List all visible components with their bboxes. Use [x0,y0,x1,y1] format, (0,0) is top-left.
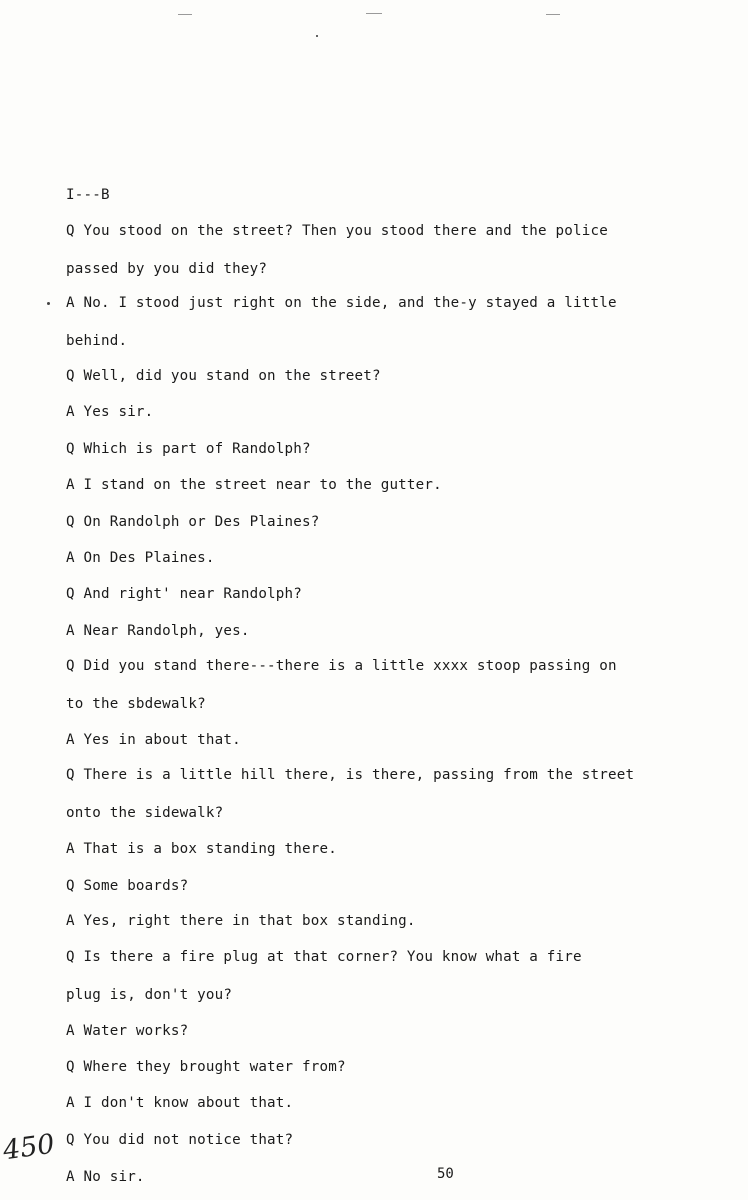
transcript-line: Q On Randolph or Des Plaines? [66,514,320,530]
transcript-line: Q Some boards? [66,878,189,894]
section-label: I---B [66,187,110,203]
transcript-line: A I don't know about that. [66,1095,294,1111]
transcript-line: A I stand on the street near to the gutter. [66,477,442,493]
transcript-line: Q Which is part of Randolph? [66,441,311,457]
transcript-line: Q Where they brought water from? [66,1059,346,1075]
transcript-line: A Yes sir. [66,404,154,420]
transcript-line: A No sir. [66,1169,145,1185]
transcript-line: Q You stood on the street? Then you stood there and the police [66,223,608,239]
transcript-line: onto the sidewalk? [66,805,224,821]
transcript-line: A That is a box standing there. [66,841,337,857]
margin-bullet [47,302,50,305]
page-number: 50 [437,1166,454,1182]
transcript-line: A Yes in about that. [66,732,241,748]
scan-mark [366,13,382,14]
transcript-line: Q There is a little hill there, is there, passing from the street [66,767,635,783]
scan-mark [546,14,560,15]
transcript-line: Q Well, did you stand on the street? [66,368,381,384]
transcript-line: passed by you did they? [66,261,268,277]
transcript-line: behind. [66,333,128,349]
transcript-line: A Water works? [66,1023,189,1039]
transcript-line: Q You did not notice that? [66,1132,294,1148]
transcript-line: to the sbdewalk? [66,696,206,712]
handwritten-page-number: 450 [1,1128,57,1167]
transcript-line: A No. I stood just right on the side, and the-y stayed a little [66,295,617,311]
scan-mark [178,14,192,15]
transcript-line: plug is, don't you? [66,987,233,1003]
transcript-line: Q Is there a fire plug at that corner? You know what a fire [66,949,582,965]
top-scan-marks [0,0,748,60]
scan-dot [316,35,318,37]
transcript-line: A Yes, right there in that box standing. [66,913,416,929]
transcript-line: Q Did you stand there---there is a little xxxx stoop passing on [66,658,617,674]
transcript-line: A Near Randolph, yes. [66,623,250,639]
transcript-line: Q And right' near Randolph? [66,586,303,602]
transcript-line: A On Des Plaines. [66,550,215,566]
